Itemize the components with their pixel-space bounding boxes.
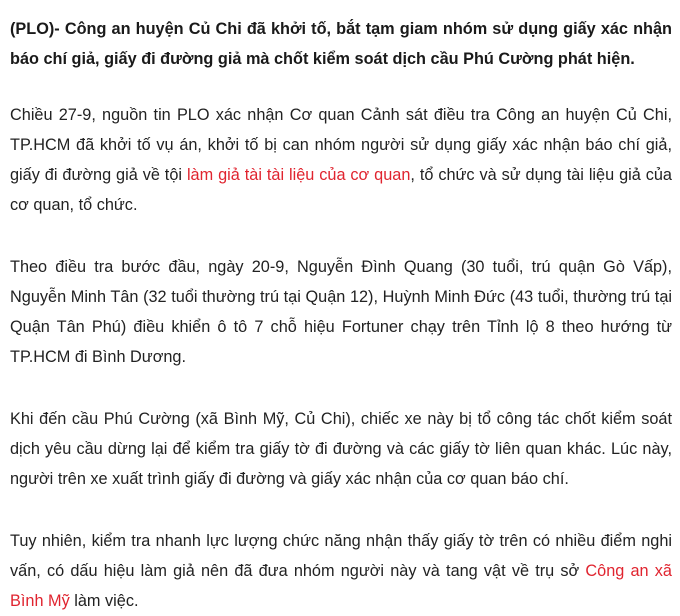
paragraph-text: , tổ chức và sử dụng tài liệu giả của cơ quan, tổ chức.: [10, 166, 672, 214]
paragraph-text: làm việc.: [69, 592, 139, 610]
inline-link-binh-my-police[interactable]: Công an xã Bình Mỹ: [10, 562, 672, 610]
paragraph-text: Tuy nhiên, kiểm tra nhanh lực lượng chức năng nhận thấy giấy tờ trên có nhiều điểm nghi vấn, có dấu hiệu làm giả nên đã đưa nhóm người này và tang vật về trụ sở: [10, 532, 672, 580]
article-paragraph-4: [10, 526, 672, 616]
article-lead: (PLO)- Công an huyện Củ Chi đã khởi tố, bắt tạm giam nhóm sử dụng giấy xác nhận báo chí giả, giấy đi đường giả mà chốt kiểm soát dịch cầu Phú Cường phát hiện.: [10, 20, 672, 68]
article-paragraph-2: Theo điều tra bước đầu, ngày 20-9, Nguyễn Đình Quang (30 tuổi, trú quận Gò Vấp), Nguyễn Minh Tân (32 tuổi thường trú tại Quận 12), Huỳnh Minh Đức (43 tuổi, thường trú tại Quận Tân Phú) điều khiển ô tô 7 chỗ hiệu Fortuner chạy trên Tỉnh lộ 8 theo hướng từ TP.HCM đi Bình Dương.: [10, 258, 672, 366]
inline-link-forgery-charge[interactable]: làm giả tài tài liệu của cơ quan: [186, 166, 411, 184]
article-paragraph-1: [10, 100, 672, 220]
article-paragraph-3: Khi đến cầu Phú Cường (xã Bình Mỹ, Củ Chi), chiếc xe này bị tổ công tác chốt kiểm soát dịch yêu cầu dừng lại để kiểm tra giấy tờ đi đường và các giấy tờ liên quan khác. Lúc này, người trên xe xuất trình giấy đi đường và giấy xác nhận của cơ quan báo chí.: [10, 410, 672, 488]
paragraph-text: Chiều 27-9, nguồn tin PLO xác nhận Cơ quan Cảnh sát điều tra Công an huyện Củ Chi, TP.HCM đã khởi tố vụ án, khởi tố bị can nhóm người sử dụng giấy xác nhận báo chí giả, giấy đi đường giả về tội: [10, 106, 672, 184]
